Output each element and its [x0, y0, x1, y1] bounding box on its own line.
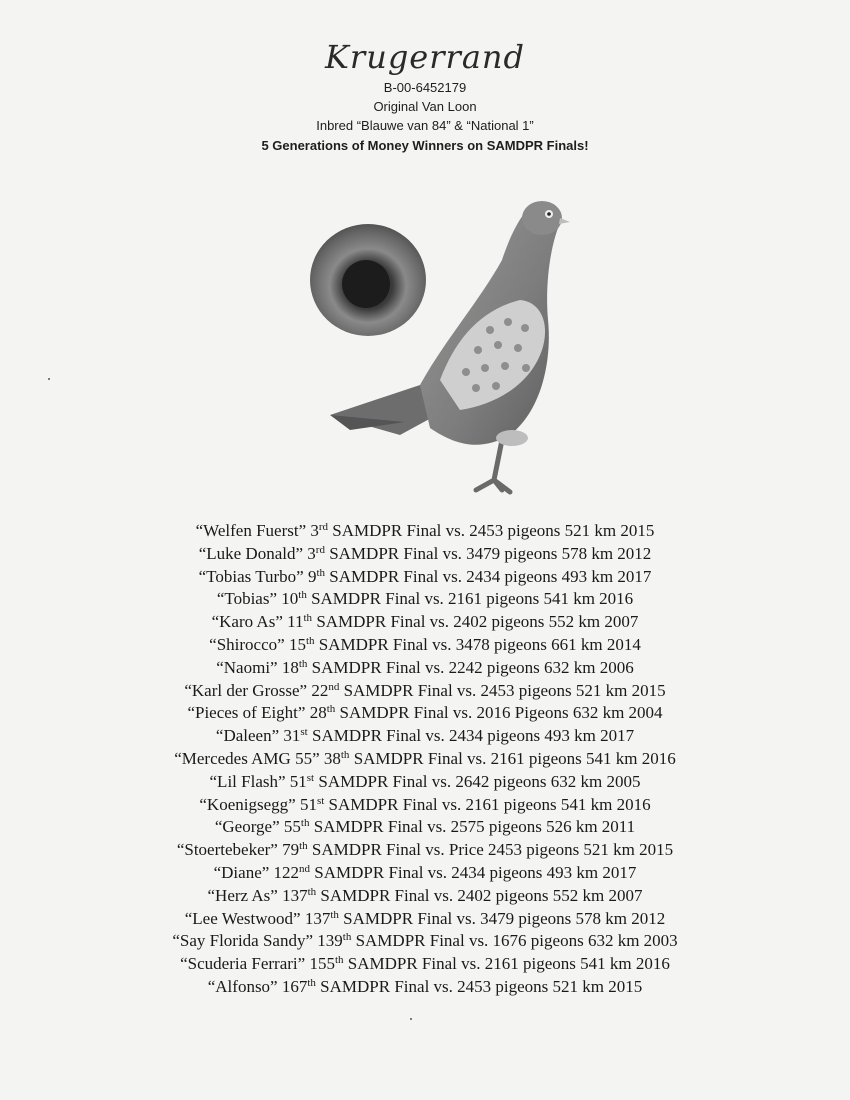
- result-row: “Say Florida Sandy” 139th SAMDPR Final vs. 1676 pigeons 632 km 2003: [172, 931, 678, 951]
- origin-line: Original Van Loon: [373, 99, 477, 114]
- result-row: “Daleen” 31st SAMDPR Final vs. 2434 pigeons 493 km 2017: [215, 726, 635, 746]
- result-row: “Tobias” 10th SAMDPR Final vs. 2161 pigeons 541 km 2016: [216, 589, 634, 609]
- tagline: 5 Generations of Money Winners on SAMDPR Finals!: [261, 138, 589, 153]
- result-row: “Lil Flash” 51st SAMDPR Final vs. 2642 pigeons 632 km 2005: [209, 771, 641, 791]
- result-row: “Mercedes AMG 55” 38th SAMDPR Final vs. 2161 pigeons 541 km 2016: [174, 748, 676, 768]
- result-row: “Karo As” 11th SAMDPR Final vs. 2402 pigeons 552 km 2007: [211, 612, 639, 632]
- race-results-list: [0, 520, 850, 999]
- result-row: “Diane” 122nd SAMDPR Final vs. 2434 pigeons 493 km 2017: [213, 862, 637, 882]
- inbred-line: Inbred “Blauwe van 84” & “National 1”: [316, 118, 534, 133]
- page-title: Krugerrand: [325, 38, 525, 76]
- result-row: “Karl der Grosse” 22nd SAMDPR Final vs. 2453 pigeons 521 km 2015: [184, 680, 666, 700]
- result-row: “Naomi” 18th SAMDPR Final vs. 2242 pigeons 632 km 2006: [216, 657, 634, 677]
- result-row: “Welfen Fuerst” 3rd SAMDPR Final vs. 2453 pigeons 521 km 2015: [195, 521, 655, 540]
- result-row: “Koenigsegg” 51st SAMDPR Final vs. 2161 pigeons 541 km 2016: [199, 794, 651, 814]
- result-row: “Shirocco” 15th SAMDPR Final vs. 3478 pigeons 661 km 2014: [209, 634, 641, 654]
- pigeon-eye-illustration: [310, 224, 426, 336]
- result-row: “Alfonso” 167th SAMDPR Final vs. 2453 pigeons 521 km 2015: [207, 976, 643, 996]
- ring-number: B-00-6452179: [383, 80, 467, 95]
- result-row: “Pieces of Eight” 28th SAMDPR Final vs. 2016 Pigeons 632 km 2004: [187, 703, 663, 723]
- result-row: “Lee Westwood” 137th SAMDPR Final vs. 3479 pigeons 578 km 2012: [184, 908, 666, 928]
- result-row: “Stoertebeker” 79th SAMDPR Final vs. Price 2453 pigeons 521 km 2015: [176, 840, 674, 860]
- scan-speck: [48, 378, 50, 380]
- pigeon-illustration: [280, 190, 580, 510]
- result-row: “Scuderia Ferrari” 155th SAMDPR Final vs. 2161 pigeons 541 km 2016: [180, 954, 670, 974]
- scan-speck: [410, 1018, 412, 1020]
- result-row: “Luke Donald” 3rd SAMDPR Final vs. 3479 pigeons 578 km 2012: [198, 543, 652, 563]
- result-row: “George” 55th SAMDPR Final vs. 2575 pigeons 526 km 2011: [214, 817, 636, 837]
- result-row: “Herz As” 137th SAMDPR Final vs. 2402 pigeons 552 km 2007: [207, 885, 643, 905]
- result-row: “Tobias Turbo” 9th SAMDPR Final vs. 2434 pigeons 493 km 2017: [198, 566, 652, 586]
